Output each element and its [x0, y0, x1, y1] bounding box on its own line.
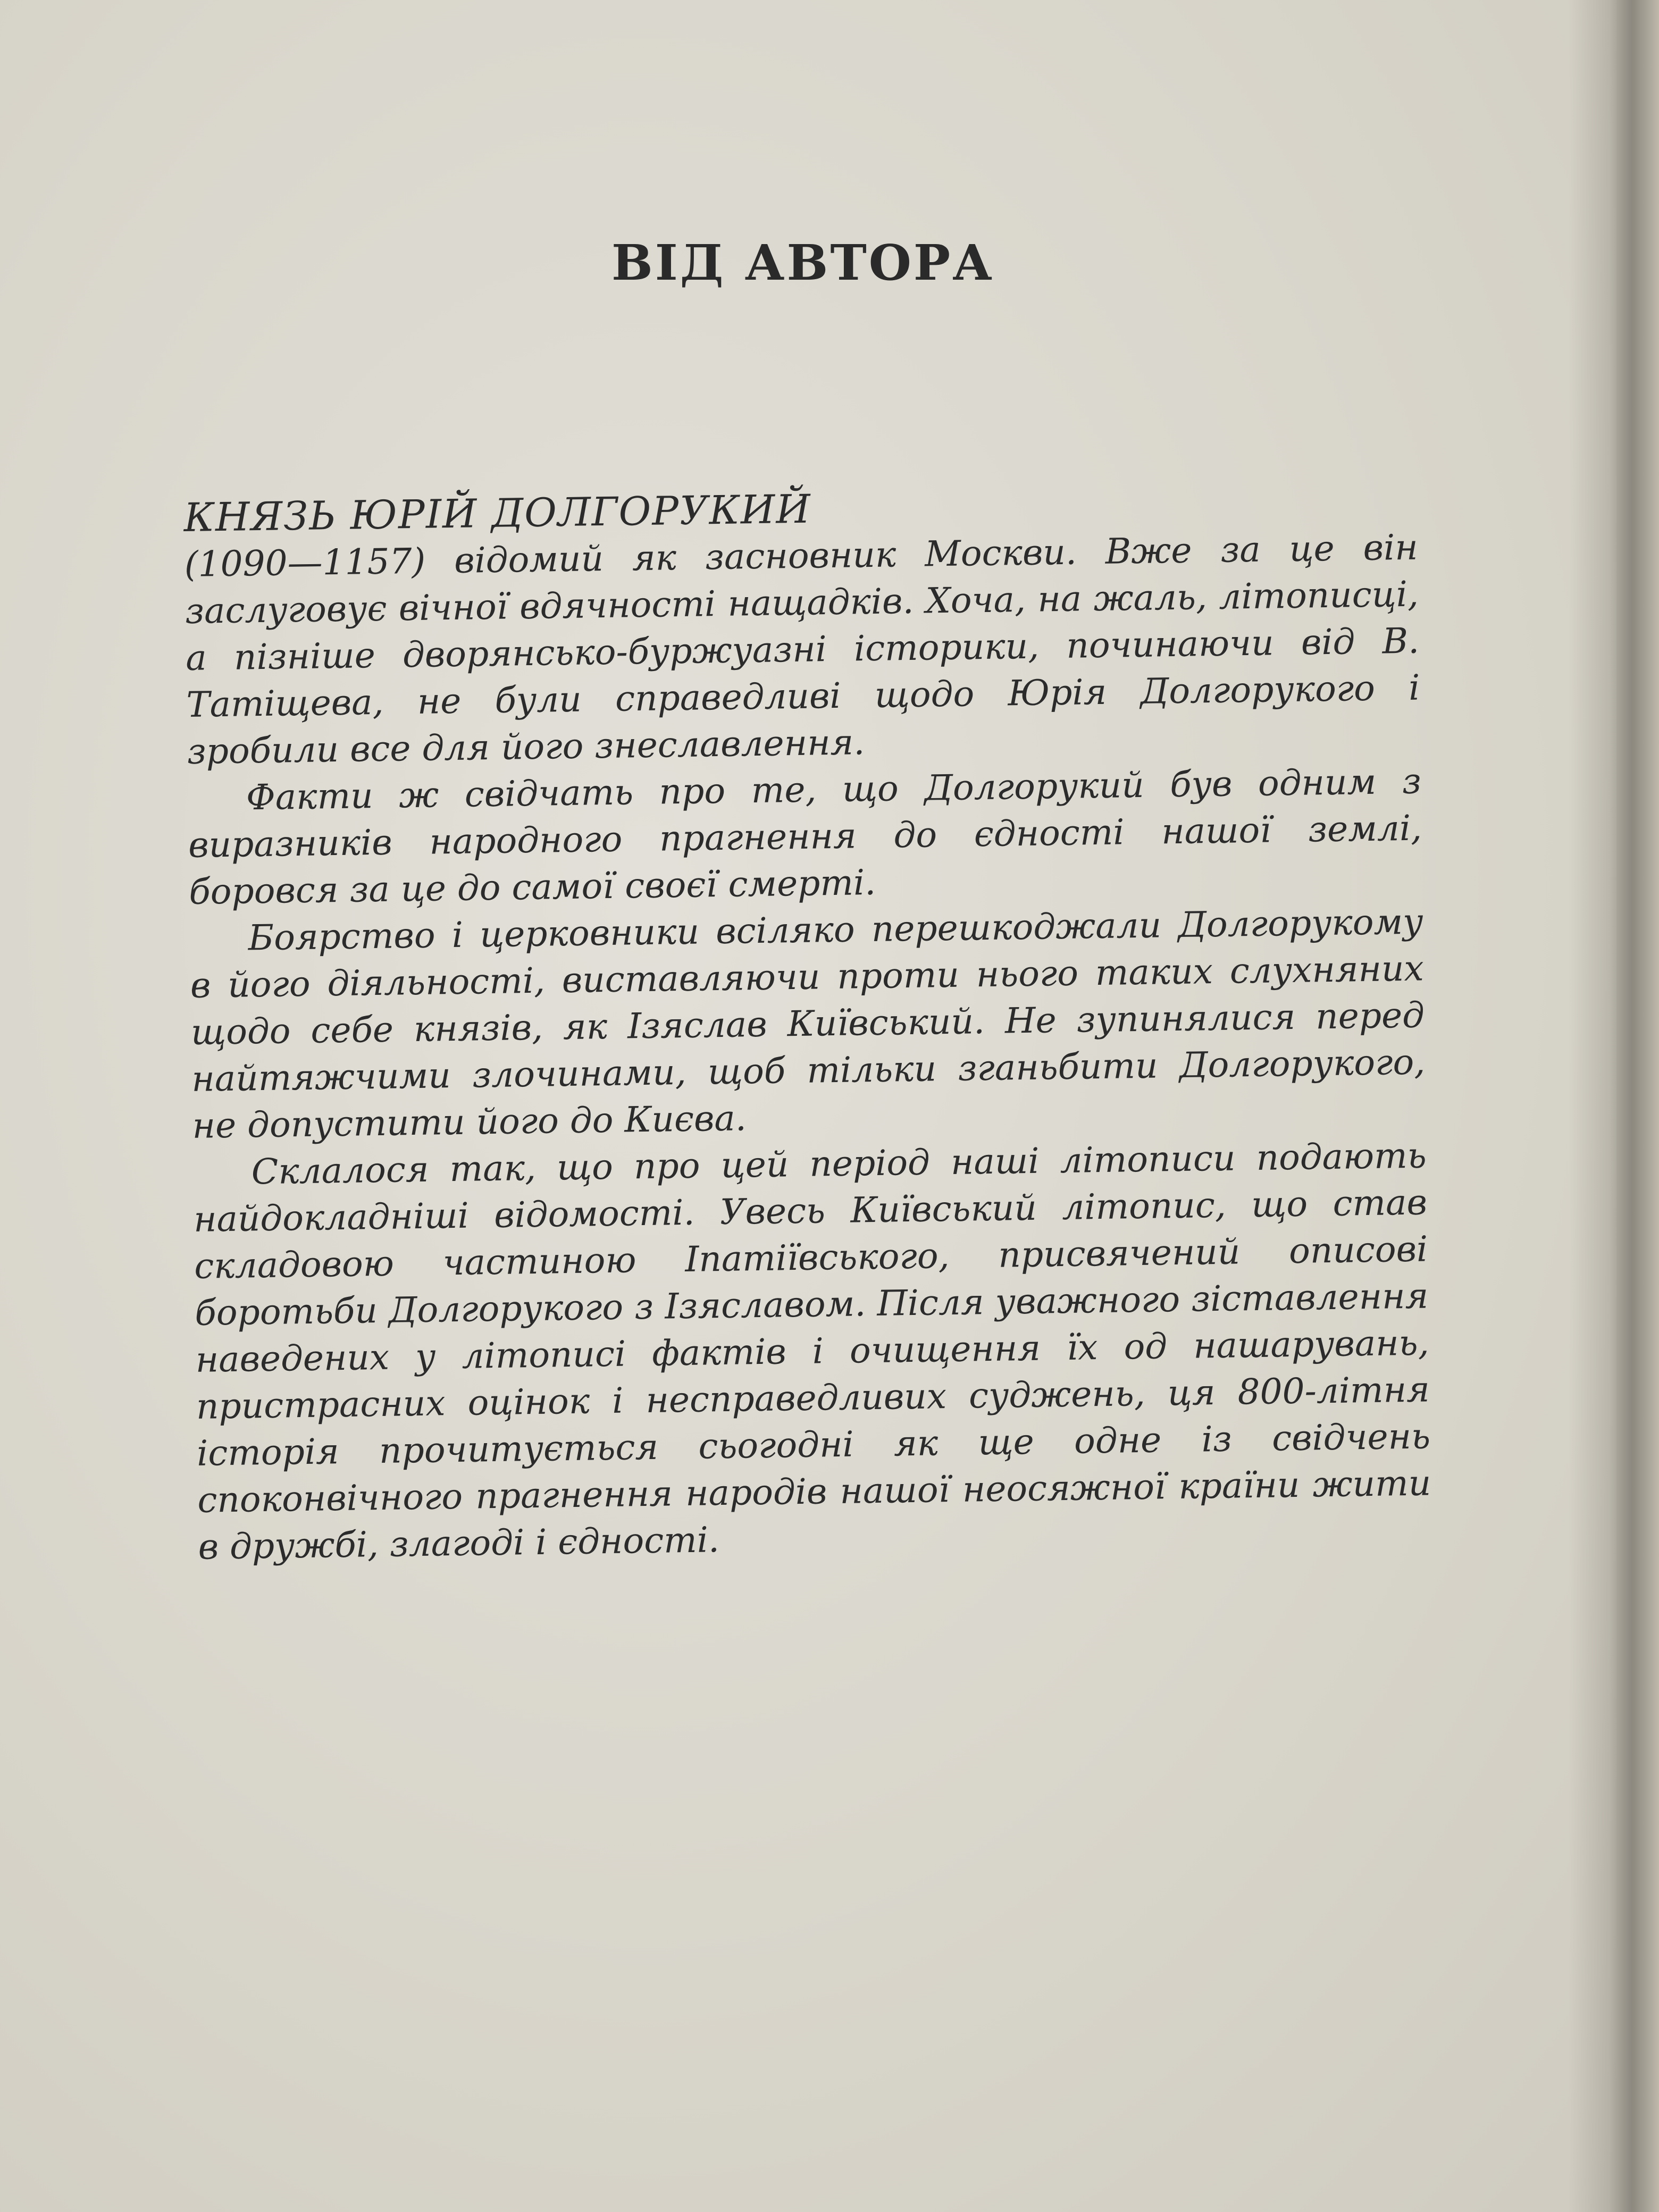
lead-heading: КНЯЗЬ ЮРІЙ ДОЛГОРУКИЙ [183, 486, 812, 541]
paragraph-1: (1090—1157) відомий як засновник Москви. Вже за це він заслуговує вічної вдячності нащадків. Хоча, на жаль, літописці, а пізніше дворянсько-буржуазні історики, починаючи від В. Татіщева, не були справедливі щодо Юрія Долгорукого і зробили все для його знеславлення. [184, 526, 1420, 772]
body-text [183, 477, 1432, 1571]
paragraph-3: Боярство і церковники всіляко перешкоджали Долгорукому в його діяльності, виставляючи проти нього таких слухняних щодо себе князів, як Ізяслав Київський. Не зупинялися перед найтяжчими злочинами, щоб тільки зганьбити Долгорукого, не допустити його до Києва. [190, 901, 1426, 1146]
paragraph-2: Факти ж свідчать про те, що Долгорукий був одним з виразників народного прагнення до єдності нашої землі, боровся за це до самої своєї смерті. [188, 760, 1422, 912]
paragraph-4: Склалося так, що про цей період наші літописи подають найдокладніші відомості. Увесь Київський літопис, що став складовою частиною Іпатіївського, присвячений описові боротьби Долгорукого з Ізяславом. Після уважного зіставлення наведених у літописі фактів і очищення їх од нашарувань, пристрасних оцінок і несправедливих суджень, ця 800-літня історія прочитується сьогодні як ще одне із свідчень споконвічного прагнення народів нашої неосяжної країни жити в дружбі, злагоді і єдності. [193, 1135, 1431, 1568]
chapter-title: ВІД АВТОРА [611, 234, 995, 291]
page-gutter-shadow [1569, 0, 1659, 2212]
